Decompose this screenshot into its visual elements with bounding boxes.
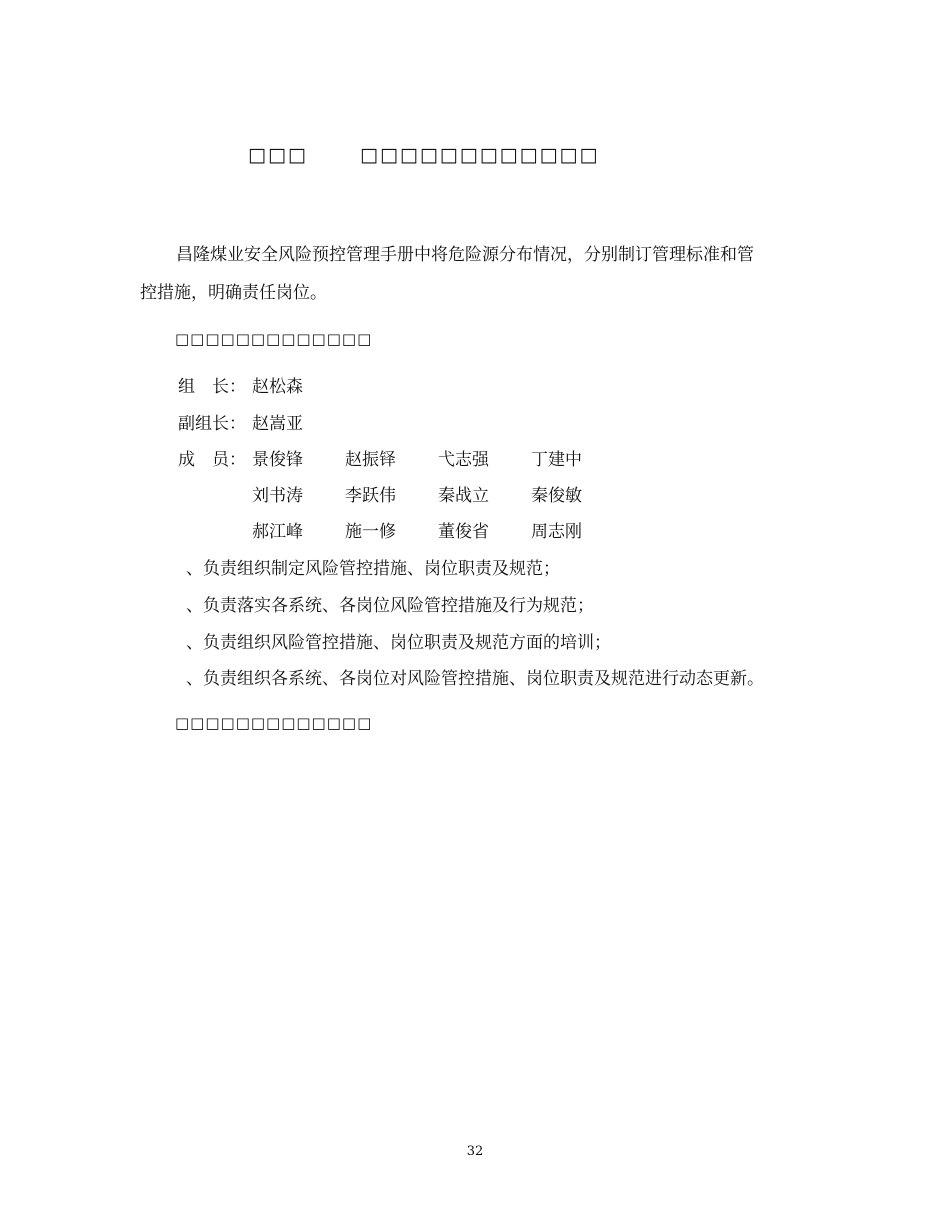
duty-item-2: 、负责落实各系统、各岗位风险管控措施及行为规范； (186, 596, 594, 616)
member-name: 李跃伟 (345, 486, 396, 506)
member-name: 秦俊敏 (531, 486, 582, 506)
intro-paragraph (140, 236, 820, 312)
group-deputy-row (178, 409, 303, 434)
members-label: 成 员： (178, 450, 246, 470)
duty-item-1: 、负责组织制定风险管控措施、岗位职责及规范； (186, 559, 560, 579)
member-name: 秦战立 (438, 486, 489, 506)
member-name: 丁建中 (531, 450, 582, 470)
section-number: □□□ (248, 144, 308, 166)
group-leader-row (178, 372, 303, 397)
members-row-2 (178, 481, 624, 506)
section-title (248, 144, 599, 166)
leader-name: 赵松森 (252, 377, 303, 397)
duty-item-3: 、负责组织风险管控措施、岗位职责及规范方面的培训； (186, 633, 611, 653)
member-name: 周志刚 (531, 522, 582, 542)
duty-item-4: 、负责组织各系统、各岗位对风险管控措施、岗位职责及规范进行动态更新。 (186, 669, 764, 689)
intro-line-2: 控措施，明确责任岗位。 (140, 283, 327, 303)
member-name: 施一修 (345, 522, 396, 542)
members-row-1 (178, 445, 624, 470)
deputy-name: 赵嵩亚 (252, 414, 303, 434)
member-name: 赵振铎 (345, 450, 396, 470)
subheading-1: □□□□□□□□□□□□□ (175, 330, 373, 348)
page-number: 32 (466, 1144, 484, 1159)
leader-label: 组 长： (178, 377, 246, 397)
subheading-2: □□□□□□□□□□□□□ (175, 714, 373, 732)
member-name: 弋志强 (438, 450, 489, 470)
member-name: 刘书涛 (252, 486, 303, 506)
member-name: 景俊锋 (252, 450, 303, 470)
intro-line-1: 昌隆煤业安全风险预控管理手册中将危险源分布情况，分别制订管理标准和管 (176, 245, 754, 265)
member-name: 郝江峰 (252, 522, 303, 542)
members-row-3 (178, 517, 624, 542)
member-name: 董俊省 (438, 522, 489, 542)
deputy-label: 副组长： (178, 414, 246, 434)
section-title-text: □□□□□□□□□□□□ (360, 144, 600, 166)
